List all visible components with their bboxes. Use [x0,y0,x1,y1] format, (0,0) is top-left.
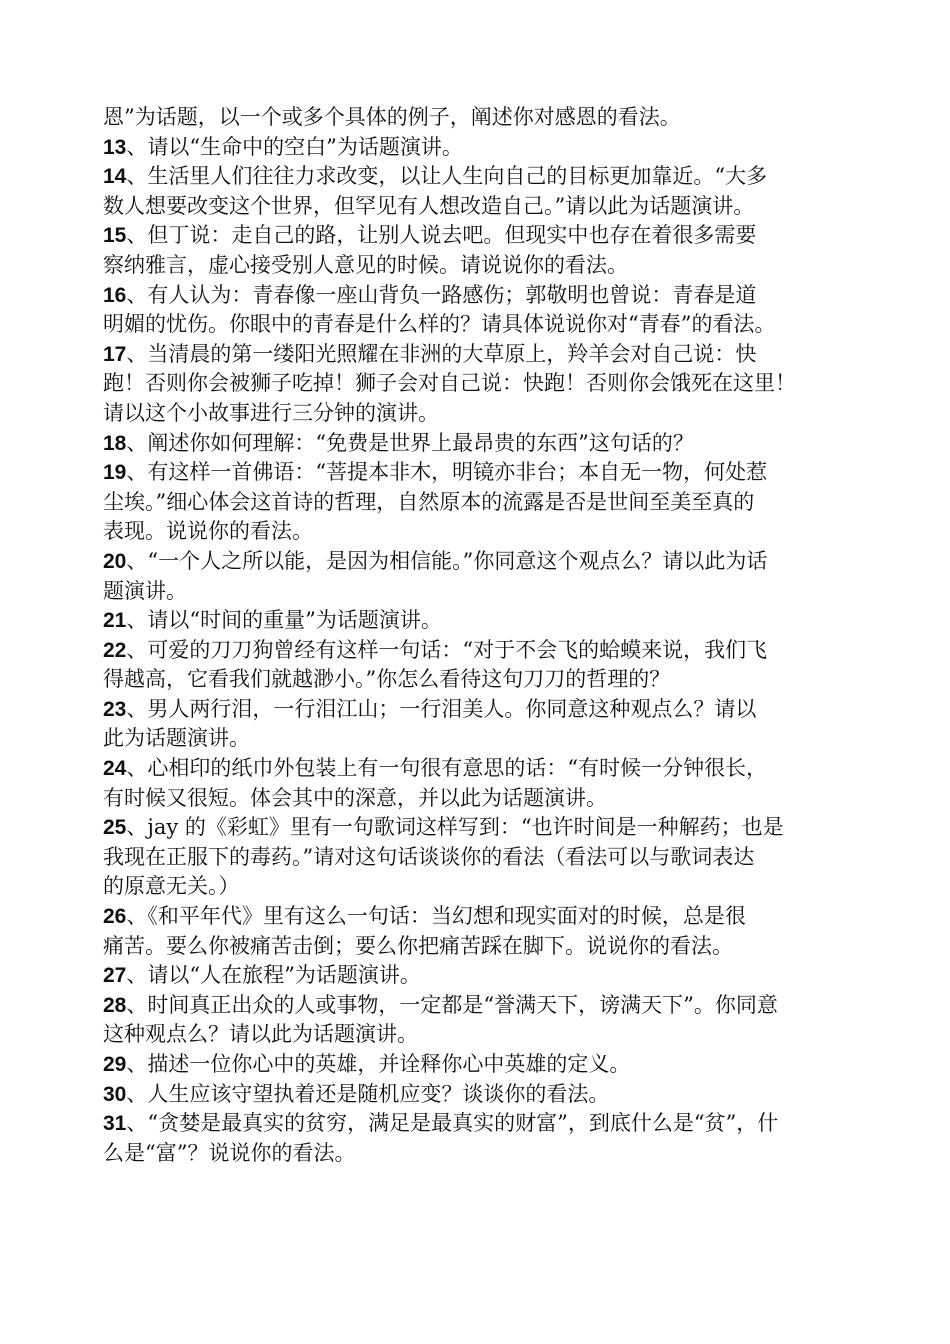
question-29 [103,1050,863,1080]
question-number: 31 [103,1112,127,1136]
question-text: 、请以“时间的重量”为话题演讲。 [126,608,442,633]
question-number: 29 [103,1053,127,1076]
question-number: 21 [103,609,127,633]
question-text: 、阐述你如何理解：“免费是世界上最昂贵的东西”这句话的？ [126,430,694,455]
question-14 [103,162,863,221]
question-text: 、生活里人们往往力求改变，以让人生向自己的目标更加靠近。“大多 数人想要改变这个世界，但罕见有人想改造自己。”请以此为话题演讲。 [103,164,768,218]
question-text: 、心相印的纸巾外包装上有一句很有意思的话：“有时候一分钟很长， 有时候又很短。体会其中的深意，并以此为话题演讲。 [103,756,768,810]
question-number: 18 [103,431,127,455]
question-23 [103,695,863,754]
question-18 [103,429,863,459]
document-body [103,103,863,1168]
question-16 [103,281,863,340]
question-text: 、请以“人在旅程”为话题演讲。 [126,963,421,988]
question-number: 19 [103,461,127,485]
question-number: 13 [103,135,127,159]
question-number: 14 [103,165,127,189]
question-text: 、“贪婪是最真实的贫穷，满足是最真实的财富”，到底什么是“贫”，什 么是“富”？说说你的看法。 [103,1111,779,1165]
question-text: 、有人认为：青春像一座山背负一路感伤；郭敬明也曾说：青春是道 明媚的忧伤。你眼中的青春是什么样的？请具体说说你对“青春”的看法。 [103,282,776,337]
question-text: 、时间真正出众的人或事物，一定都是“誉满天下，谤满天下”。你同意 这种观点么？请以此为话题演讲。 [103,992,778,1047]
question-text: 、可爱的刀刀狗曾经有这样一句话：“对于不会飞的蛤蟆来说，我们飞 得越高，它看我们就越渺小。”你怎么看待这句刀刀的哲理的？ [103,637,768,692]
question-13 [103,133,863,163]
question-number: 20 [103,549,127,573]
question-20 [103,547,863,606]
question-number: 22 [103,638,127,662]
question-text: 、男人两行泪，一行泪江山；一行泪美人。你同意这种观点么？请以 此为话题演讲。 [103,696,757,751]
question-text: 、人生应该守望执着还是随机应变？谈谈你的看法。 [126,1081,610,1106]
question-text: 、《和平年代》里有这么一句话：当幻想和现实面对的时候，总是很 痛苦。要么你被痛苦击倒；要么你把痛苦踩在脚下。说说你的看法。 [103,904,746,958]
question-text: 、有这样一首佛语：“菩提本非木，明镜亦非台；本自无一物，何处惹 尘埃。”细心体会这首诗的哲理，自然原本的流露是否是世间至美至真的 表现。说说你的看法。 [103,460,768,544]
question-text: 、请以“生命中的空白”为话题演讲。 [126,134,463,159]
question-text: 、描述一位你心中的英雄，并诠释你心中英雄的定义。 [126,1052,631,1076]
question-27 [103,961,863,991]
question-text: 、“一个人之所以能，是因为相信能。”你同意这个观点么？请以此为话 题演讲。 [103,548,768,603]
question-21 [103,606,863,636]
question-number: 27 [103,964,127,988]
question-number: 26 [103,905,127,929]
question-number: 23 [103,697,127,721]
question-number: 24 [103,757,127,781]
question-25 [103,813,863,902]
question-text: 、但丁说：走自己的路，让别人说去吧。但现实中也存在着很多需要 察纳雅言，虚心接受别人意见的时候。请说说你的看法。 [103,223,757,277]
question-19 [103,458,863,547]
question-28 [103,991,863,1050]
question-number: 15 [103,224,127,248]
question-15 [103,221,863,280]
question-22 [103,636,863,695]
question-31 [103,1109,863,1168]
question-30 [103,1080,863,1110]
question-number: 25 [103,816,127,840]
question-24 [103,754,863,813]
question-number: 16 [103,283,127,307]
question-26 [103,902,863,961]
question-text: 、当清晨的第一缕阳光照耀在非洲的大草原上，羚羊会对自己说：快 跑！否则你会被狮子吃掉！狮子会对自己说：快跑！否则你会饿死在这里！ 请以这个小故事进行三分钟的演讲。 [103,341,796,425]
question-text: 、jay 的《彩虹》里有一句歌词这样写到：“也许时间是一种解药；也是 我现在正服下的毒药。”请对这句话谈谈你的看法（看法可以与歌词表达 的原意无关。） [103,815,784,899]
question-17 [103,340,863,429]
question-number: 30 [103,1082,127,1106]
paragraph-continuation [103,103,863,133]
question-number: 17 [103,342,127,366]
paragraph-text: 恩”为话题，以一个或多个具体的例子，阐述你对感恩的看法。 [103,105,681,129]
question-number: 28 [103,993,127,1017]
